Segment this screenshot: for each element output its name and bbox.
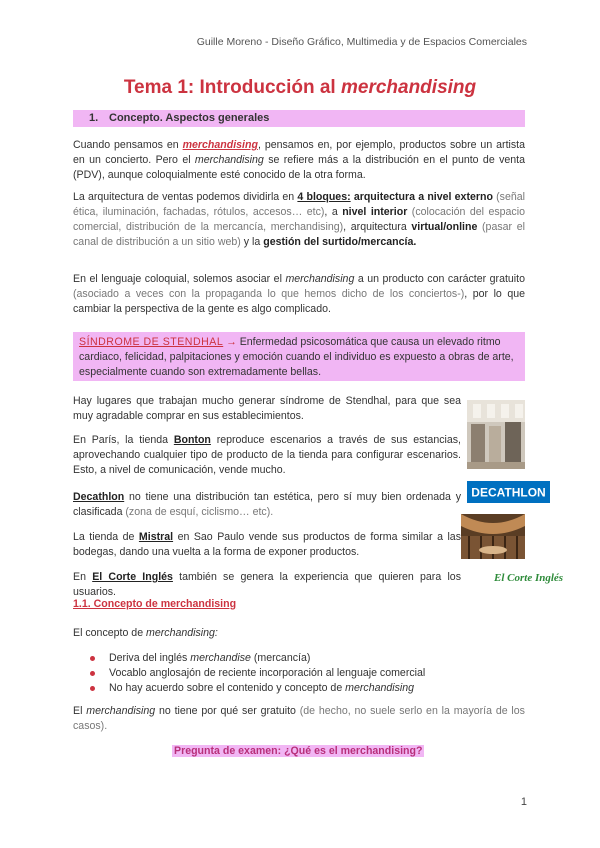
bullet-icon: [90, 671, 95, 676]
paragraph-decathlon: Decathlon no tiene una distribución tan estética, pero sí muy bien ordenada y clasificada (zona de esquí, ciclismo… etc).: [73, 491, 461, 518]
corte-ingles-logo: [492, 569, 564, 585]
page-number: 1: [520, 796, 527, 808]
title-italic: merchandising: [340, 77, 477, 98]
stendhal-term: SÍNDROME DE STENDHAL: [79, 336, 224, 348]
mistral-store: Mistral: [138, 531, 174, 543]
paragraph-not-free: El merchandising no tiene por qué ser gratuito (de hecho, no suele serlo en la mayoría de los casos).: [73, 705, 525, 732]
decathlon-store: Decathlon: [73, 491, 125, 503]
page-title: [0, 77, 600, 99]
paragraph-corte-ingles: En El Corte Inglés también se genera la experiencia que quieren para los usuarios.: [73, 571, 461, 598]
mistral-store-photo: [461, 514, 525, 559]
corte-ingles-store: El Corte Inglés: [92, 571, 173, 583]
bullet-icon: [90, 656, 95, 661]
corte-ingles-logo-text: El Corte Inglés: [494, 572, 564, 584]
title-prefix: Tema 1: Introducción al: [123, 77, 341, 98]
bonton-store: Bonton: [173, 434, 211, 446]
arrow-icon: →: [223, 336, 240, 348]
paragraph-bonton: En París, la tienda Bonton reproduce escenarios a través de sus estancias, aprovechando cualquier tipo de producto de la tienda para configurar escenarios. Esto, a nivel de comunicación, vende mucho.: [73, 434, 461, 476]
exam-question: Pregunta de examen: ¿Qué es el merchandising?: [174, 745, 423, 757]
list-item: No hay acuerdo sobre el contenido y concepto de merchandising: [90, 681, 510, 696]
stendhal-callout: [73, 332, 525, 381]
section-number: 1.: [89, 112, 99, 124]
decathlon-logo: [467, 481, 550, 503]
paragraph-colloquial: En el lenguaje coloquial, solemos asociar el merchandising a un producto con carácter gratuito (asociado a veces con la propaganda lo que hemos dicho de los conciertos-), por lo que cambiar la perspectiva de la gente es algo complicado.: [73, 273, 526, 315]
paragraph-stendhal-places: Hay lugares que trabajan mucho generar síndrome de Stendhal, para que sea muy agradable comprar en sus establecimientos.: [73, 395, 461, 422]
subsection-heading: 1.1. Concepto de merchandising: [73, 598, 237, 610]
list-item: Vocablo anglosajón de reciente incorporación al lenguaje comercial: [90, 666, 510, 681]
paragraph-mistral: La tienda de Mistral en Sao Paulo vende sus productos de forma similar a las bodegas, dando una vuelta a la forma de exponer productos.: [73, 531, 461, 558]
decathlon-logo-text: DECATHLON: [471, 485, 546, 500]
paragraph-concept-intro: El concepto de merchandising:: [73, 627, 218, 639]
section-label: Concepto. Aspectos generales: [109, 112, 270, 124]
list-item: Deriva del inglés merchandise (mercancía): [90, 651, 510, 666]
bonton-store-photo: [467, 400, 525, 469]
section-heading: [73, 110, 525, 127]
running-header: Guille Moreno - Diseño Gráfico, Multimedia y de Espacios Comerciales: [196, 36, 527, 48]
bullet-icon: [90, 686, 95, 691]
paragraph-architecture: La arquitectura de ventas podemos dividirla en 4 bloques: arquitectura a nivel externo (señal ética, iluminación, fachadas, rótulos, accesos… etc), a nivel interior (colocación del espacio comercial, distribución de la mercancía, merchandising), arquitectura virtual/online (pasar el canal de distribución a un sitio web) y la gestión del surtido/mercancía.: [73, 191, 526, 248]
concept-list: [90, 651, 510, 696]
merchandising-link[interactable]: merchandising: [182, 139, 258, 151]
paragraph-intro: Cuando pensamos en merchandising, pensamos en, por ejemplo, productos sobre un artista en un concierto. Pero el merchandising se refiere más a la distribución en el punto de venta (PDV), aunque coloquialmente esté conocido de la otra forma.: [73, 139, 525, 181]
stendhal-definition: Enfermedad psicosomática que causa un elevado ritmo cardiaco, felicidad, palpitaciones y emoción cuando el individuo es expuesto a obras de arte, especialmente cuando son extremadamente bellas.: [79, 336, 514, 378]
